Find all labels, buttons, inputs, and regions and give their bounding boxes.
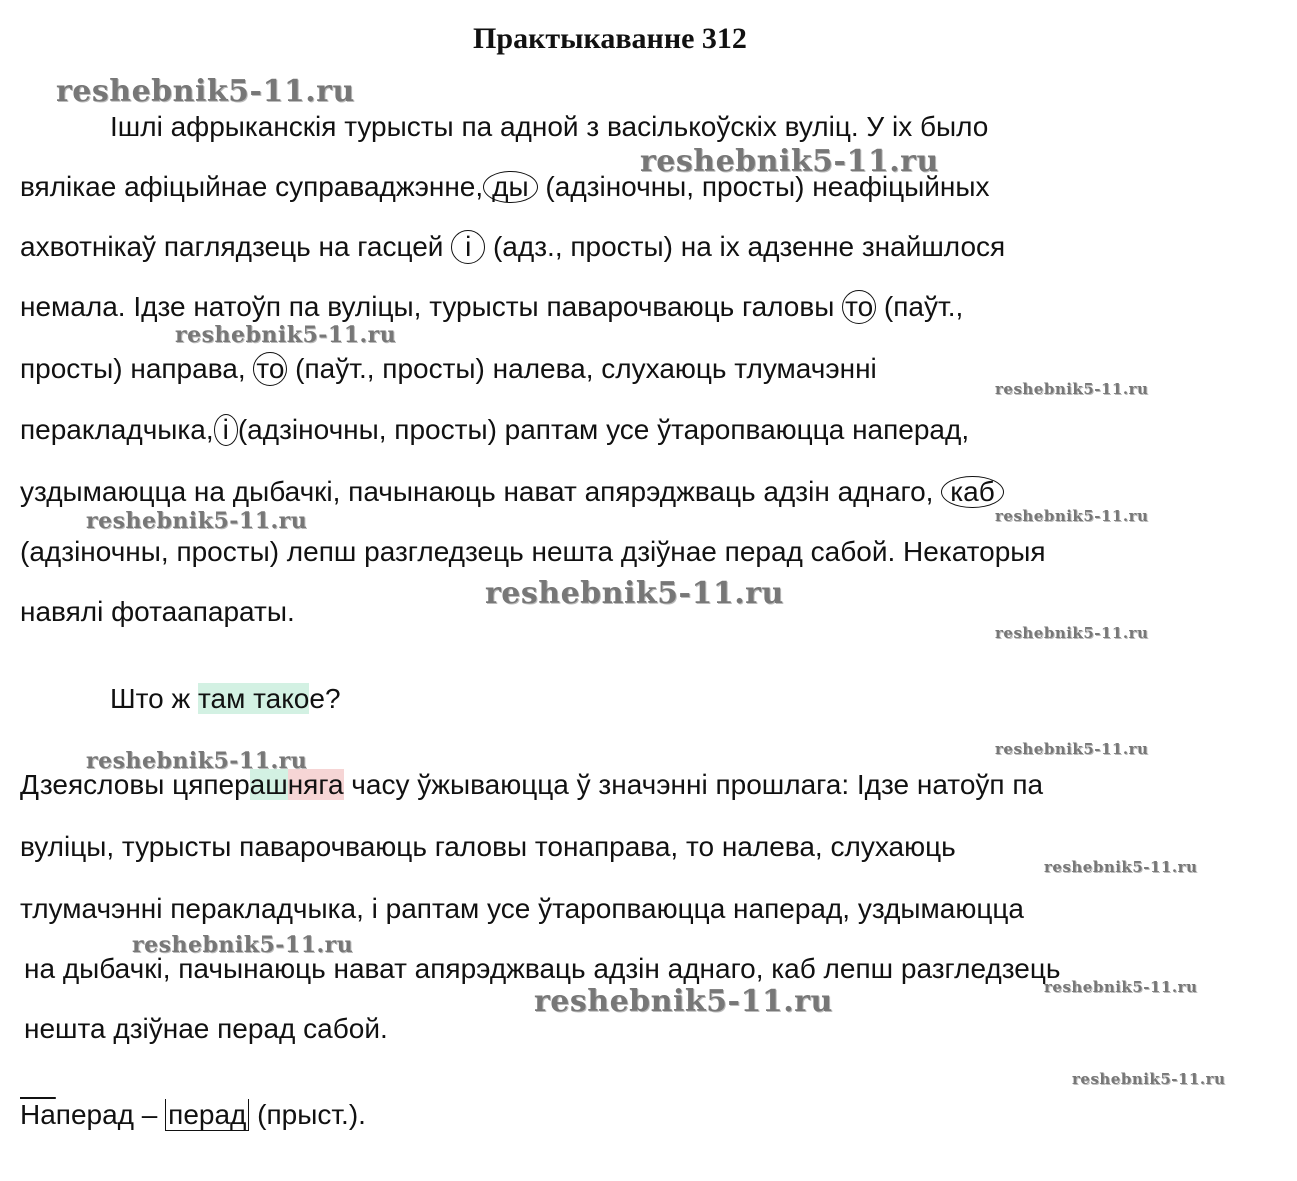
line-text: вуліцы, турысты паварочваюць галовы тонаправа, то налева, слухаюць [20,831,956,862]
paragraph-line [20,352,877,386]
watermark: reshebnik5-11.ru [995,740,1149,758]
watermark: reshebnik5-11.ru [86,748,308,774]
line-text: тлумачэнні перакладчыка, і раптам усе ўтаропваюцца наперад, уздымаюцца [20,893,1025,924]
watermark: reshebnik5-11.ru [1044,978,1198,996]
line-text: (адзіночны, просты) лепш разгледзець нешта дзіўнае перад сабой. Некаторыя [20,536,1046,567]
line-text: Дзеясловы цяпер [20,769,250,800]
watermark: reshebnik5-11.ru [1044,858,1198,876]
line-text: навялі фотаапараты. [20,596,295,627]
line-text: просты) направа, [20,353,254,384]
watermark: reshebnik5-11.ru [640,144,939,179]
watermark: reshebnik5-11.ru [485,576,784,611]
line-text: Што ж [110,683,199,714]
line-text: е? [309,683,341,714]
line-text: ахвотнікаў паглядзець на гасцей [20,231,452,262]
line-text: (адз., просты) на іх адзенне знайшлося [485,231,1006,262]
line-text: (адзіночны, просты) раптам усе ўтаропваюцца наперад, [237,414,970,445]
line-text: перад – [55,1099,166,1130]
circled-conjunction: і [214,414,238,446]
paragraph-line [20,230,1005,264]
word-analysis-line [20,1098,366,1132]
line-text: перакладчыка, [20,414,214,445]
highlighted-text: там тако [198,683,310,714]
watermark: reshebnik5-11.ru [1072,1070,1226,1088]
root-mark: перад [165,1099,249,1131]
watermark: reshebnik5-11.ru [995,380,1149,398]
paragraph-line [20,535,1046,569]
answer-line [24,1012,388,1046]
highlighted-text: аш [249,769,288,800]
paragraph-line [20,475,1004,509]
page-title: Практыкаванне 312 [473,22,747,55]
prefix-mark: На [20,1099,56,1130]
circled-conjunction: то [253,352,287,386]
watermark: reshebnik5-11.ru [175,322,397,348]
line-text: (прыст.). [249,1099,366,1130]
circled-conjunction: каб [941,476,1003,508]
question-line [110,682,341,716]
paragraph-line [110,110,988,144]
circled-conjunction: ды [483,171,537,203]
paragraph-line [20,290,963,324]
line-text: (паўт., просты) налева, слухаюць тлумачэнні [287,353,877,384]
watermark: reshebnik5-11.ru [995,624,1149,642]
watermark: reshebnik5-11.ru [86,508,308,534]
line-text: Ішлі афрыканскія турысты па адной з васількоўскіх вуліц. У іх было [110,111,989,142]
watermark: reshebnik5-11.ru [995,507,1149,525]
line-text: немала. Ідзе натоўп па вуліцы, турысты паварочваюць галовы [20,291,843,322]
line-text: нешта дзіўнае перад сабой. [24,1013,388,1044]
paragraph-line [20,413,969,447]
circled-conjunction: то [842,290,876,324]
watermark: reshebnik5-11.ru [534,984,833,1019]
answer-line [20,892,1024,926]
circled-conjunction: і [451,230,485,264]
line-text: (адзіночны, просты) неафіцыйных [537,171,990,202]
line-text: на дыбачкі, пачынаюць нават апярэджваць адзін аднаго, каб лепш разгледзець [24,953,1061,984]
line-text: вялікае афіцыйнае суправаджэнне, [20,171,484,202]
paragraph-line [20,595,295,629]
line-text: уздымаюцца на дыбачкі, пачынаюць нават апярэджваць адзін аднаго, [20,476,942,507]
line-text: часу ўжываюцца ў значэнні прошлага: Ідзе натоўп па [343,769,1044,800]
watermark: reshebnik5-11.ru [132,932,354,958]
highlighted-text: няга [287,769,344,800]
line-text: (паўт., [876,291,964,322]
watermark: reshebnik5-11.ru [56,74,355,109]
answer-line [20,830,956,864]
